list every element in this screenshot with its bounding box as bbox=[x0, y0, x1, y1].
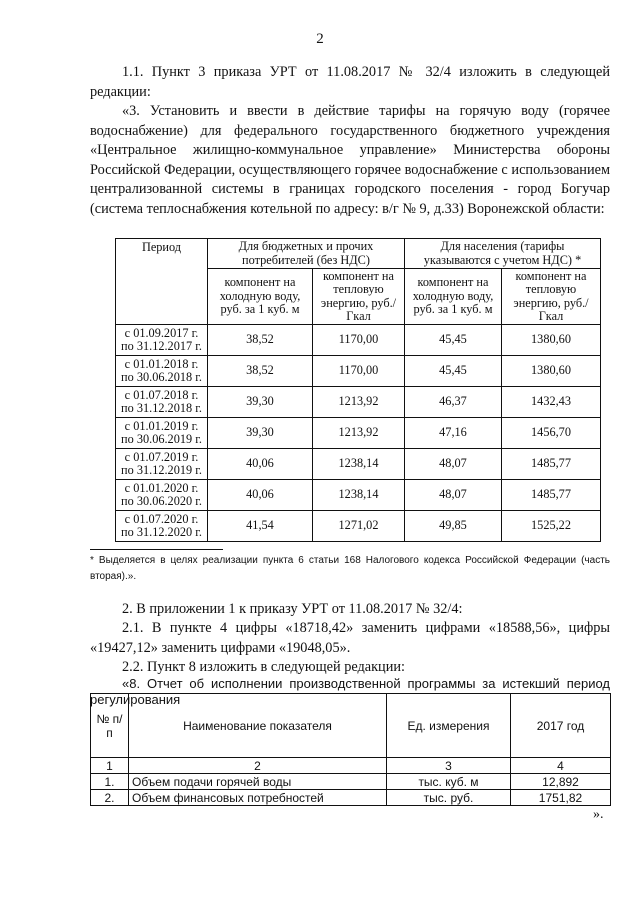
header-population-heat: компонент на тепловую энергию, руб./Гкал bbox=[502, 269, 601, 325]
tariff-population-cold: 46,37 bbox=[405, 387, 502, 418]
header-period: Период bbox=[116, 239, 208, 325]
footnote-separator bbox=[90, 549, 223, 550]
tariff-population-heat: 1456,70 bbox=[502, 418, 601, 449]
tariff-population-cold: 47,16 bbox=[405, 418, 502, 449]
report-header-unit: Ед. измерения bbox=[387, 694, 511, 758]
tariff-population-heat: 1485,77 bbox=[502, 449, 601, 480]
paragraph-2-1-text: 2.1. В пункте 4 цифры «18718,42» заменить цифрами «18588,56», цифры «19427,12» заменить цифрами «19048,05». bbox=[90, 620, 610, 656]
tariff-row bbox=[116, 325, 601, 356]
tariff-period-from: с 01.07.2019 г. bbox=[124, 449, 199, 464]
report-table bbox=[90, 693, 611, 806]
tariff-budget-cold: 39,30 bbox=[208, 418, 313, 449]
report-row-num: 1. bbox=[91, 774, 129, 790]
closing-quote: ». bbox=[593, 807, 604, 822]
header-budget-heat: компонент на тепловую энергию, руб./Гкал bbox=[313, 269, 405, 325]
tariff-row bbox=[116, 418, 601, 449]
tariff-period-to: по 30.06.2018 г. bbox=[121, 370, 202, 384]
report-header-num: № п/п bbox=[91, 694, 129, 758]
tariff-budget-heat: 1213,92 bbox=[313, 418, 405, 449]
footnote: * Выделяется в целях реализации пункта 6 статьи 168 Налогового кодекса Российской Федерации (часть вторая).». bbox=[90, 555, 610, 582]
report-header-year: 2017 год bbox=[511, 694, 611, 758]
paragraph-2-text: 2. В приложении 1 к приказу УРТ от 11.08.2017 № 32/4: bbox=[122, 601, 463, 617]
paragraph-2 bbox=[90, 600, 610, 620]
report-index-row bbox=[91, 758, 611, 774]
tariff-period-cell bbox=[116, 325, 208, 356]
tariff-budget-heat: 1213,92 bbox=[313, 387, 405, 418]
tariff-population-heat: 1525,22 bbox=[502, 511, 601, 542]
report-index-cell: 4 bbox=[511, 758, 611, 774]
header-budget-consumers: Для бюджетных и прочих потребителей (без НДС) bbox=[208, 239, 405, 269]
tariff-period-from: с 01.01.2020 г. bbox=[124, 480, 199, 495]
tariff-period-cell bbox=[116, 356, 208, 387]
report-index-cell: 2 bbox=[129, 758, 387, 774]
tariff-budget-cold: 41,54 bbox=[208, 511, 313, 542]
paragraph-2-2-text: 2.2. Пункт 8 изложить в следующей редакции: bbox=[122, 659, 405, 675]
tariff-period-to: по 31.12.2020 г. bbox=[121, 525, 202, 539]
paragraph-report-title-text: «8. Отчет об исполнении производственной программы за истекший период регулирования bbox=[90, 676, 610, 707]
paragraph-tariff-clause-text: «3. Установить и ввести в действие тарифы на горячую воду (горячее водоснабжение) для федерального государственного бюджетного учреждения «Центральное жилищно-коммунальное управление» Министерства обороны Российской Федерации, осуществляющего горячее водоснабжение с использованием централизованной системы в границах городского поселения - город Богучар (система теплоснабжения котельной по адресу: в/г № 9, д.33) Воронежской области: bbox=[90, 103, 610, 217]
tariff-population-cold: 49,85 bbox=[405, 511, 502, 542]
tariff-budget-cold: 38,52 bbox=[208, 325, 313, 356]
report-row-name: Объем подачи горячей воды bbox=[129, 774, 387, 790]
tariff-period-to: по 30.06.2020 г. bbox=[121, 494, 202, 508]
report-row bbox=[91, 790, 611, 806]
tariff-population-cold: 48,07 bbox=[405, 480, 502, 511]
paragraph-1-1 bbox=[90, 63, 610, 102]
tariff-table-body bbox=[116, 325, 601, 542]
tariff-period-from: с 01.01.2019 г. bbox=[124, 418, 199, 433]
tariff-period-from: с 01.07.2018 г. bbox=[124, 387, 199, 402]
tariff-period-to: по 31.12.2019 г. bbox=[121, 463, 202, 477]
report-index-cell: 3 bbox=[387, 758, 511, 774]
tariff-budget-heat: 1238,14 bbox=[313, 449, 405, 480]
tariff-budget-heat: 1271,02 bbox=[313, 511, 405, 542]
tariff-period-from: с 01.07.2020 г. bbox=[124, 511, 199, 526]
tariff-budget-cold: 38,52 bbox=[208, 356, 313, 387]
tariff-budget-heat: 1170,00 bbox=[313, 356, 405, 387]
paragraph-1-1-text: 1.1. Пункт 3 приказа УРТ от 11.08.2017 № 32/4 изложить в следующей редакции: bbox=[90, 64, 610, 100]
report-row-unit: тыс. куб. м bbox=[387, 774, 511, 790]
tariff-budget-cold: 40,06 bbox=[208, 449, 313, 480]
tariff-budget-heat: 1238,14 bbox=[313, 480, 405, 511]
tariff-row bbox=[116, 387, 601, 418]
tariff-row bbox=[116, 449, 601, 480]
header-population: Для населения (тарифы указываются с учетом НДС) * bbox=[405, 239, 601, 269]
tariff-row bbox=[116, 511, 601, 542]
page-number: 2 bbox=[316, 31, 324, 47]
tariff-row bbox=[116, 356, 601, 387]
tariff-population-cold: 48,07 bbox=[405, 449, 502, 480]
tariff-population-cold: 45,45 bbox=[405, 356, 502, 387]
paragraph-tariff-clause bbox=[90, 102, 610, 219]
tariff-population-cold: 45,45 bbox=[405, 325, 502, 356]
tariff-population-heat: 1485,77 bbox=[502, 480, 601, 511]
tariff-header-row bbox=[116, 239, 601, 269]
tariff-row bbox=[116, 480, 601, 511]
report-row-num: 2. bbox=[91, 790, 129, 806]
tariff-table bbox=[115, 238, 601, 542]
header-population-cold: компонент на холодную воду, руб. за 1 куб. м bbox=[405, 269, 502, 325]
tariff-population-heat: 1380,60 bbox=[502, 356, 601, 387]
tariff-period-cell bbox=[116, 449, 208, 480]
report-index-cell: 1 bbox=[91, 758, 129, 774]
tariff-period-cell bbox=[116, 387, 208, 418]
tariff-budget-cold: 40,06 bbox=[208, 480, 313, 511]
tariff-period-cell bbox=[116, 480, 208, 511]
tariff-period-to: по 31.12.2018 г. bbox=[121, 401, 202, 415]
report-header-row bbox=[91, 694, 611, 758]
report-row-unit: тыс. руб. bbox=[387, 790, 511, 806]
report-row-value: 1751,82 bbox=[511, 790, 611, 806]
tariff-period-cell bbox=[116, 511, 208, 542]
tariff-population-heat: 1432,43 bbox=[502, 387, 601, 418]
report-row bbox=[91, 774, 611, 790]
tariff-period-to: по 30.06.2019 г. bbox=[121, 432, 202, 446]
tariff-budget-heat: 1170,00 bbox=[313, 325, 405, 356]
tariff-population-heat: 1380,60 bbox=[502, 325, 601, 356]
report-row-name: Объем финансовых потребностей bbox=[129, 790, 387, 806]
tariff-period-from: с 01.09.2017 г. bbox=[124, 325, 199, 340]
tariff-period-from: с 01.01.2018 г. bbox=[124, 356, 199, 371]
tariff-period-to: по 31.12.2017 г. bbox=[121, 339, 202, 353]
paragraph-2-1 bbox=[90, 619, 610, 658]
report-header-name: Наименование показателя bbox=[129, 694, 387, 758]
tariff-period-cell bbox=[116, 418, 208, 449]
paragraph-2-2 bbox=[90, 658, 610, 678]
header-budget-cold: компонент на холодную воду, руб. за 1 куб. м bbox=[208, 269, 313, 325]
tariff-budget-cold: 39,30 bbox=[208, 387, 313, 418]
report-row-value: 12,892 bbox=[511, 774, 611, 790]
